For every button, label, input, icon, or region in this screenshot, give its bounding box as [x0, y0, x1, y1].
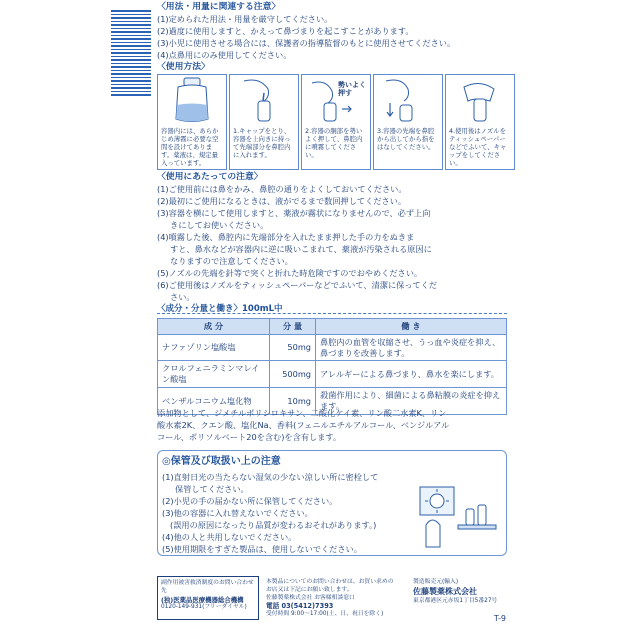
ingredient-amount: 500mg — [270, 361, 316, 388]
insert-nozzle-illustration — [230, 75, 298, 125]
document-code: T-9 — [493, 614, 506, 623]
inquiry-hours: 受付時間 9:00〜17:00(土、日、祝日を除く) — [266, 611, 384, 618]
use-caution-line: (6)ご使用後はノズルをティッシュペーパーなどでふいて、清潔に保ってくだ — [157, 280, 438, 290]
use-caution-line: さい。 — [170, 292, 195, 302]
wipe-illustration — [446, 75, 514, 125]
usage-panel-caption: 容器内には、あらかじめ薄霧に必要な空間を設けてあります。薬液は、規定量入っています。 — [161, 127, 219, 167]
manufacturer-label: 製造販売元(輸入) — [413, 579, 459, 585]
storage-line: 保管してください。 — [175, 484, 249, 494]
ingredients-rule — [157, 313, 507, 314]
storage-line: (3)他の容器に入れ替えないでください。 — [162, 508, 313, 518]
table-row — [158, 361, 507, 388]
ingredient-name: クロルフェニラミンマレイン酸塩 — [158, 361, 270, 388]
storage-line: (2)小児の手の届かない所に保管してください。 — [162, 496, 338, 506]
relief-contact-name: (独)医薬品医療機器総合機構 — [161, 595, 244, 604]
additives-line: 酸水素2K、クエン酸、塩化Na、香料(フェニルエチルアルコール、ベンジルアル — [157, 420, 450, 430]
usage-panel — [157, 74, 227, 170]
usage-panel — [301, 74, 371, 170]
storage-line: (1)直射日光の当たらない湿気の少ない涼しい所に密栓して — [162, 472, 379, 482]
ingredient-name: ベンザルコニウム塩化物 — [158, 388, 270, 415]
storage-line: (5)使用期限をすぎた製品は、使用しないでください。 — [162, 544, 362, 554]
usage-caution-item: (2)過度に使用しますと、かえって鼻づまりを起こすことがあります。 — [157, 26, 414, 36]
use-caution-line: (5)ノズルの先端を針等で突くと折れた時危険ですのでおやめください。 — [157, 268, 423, 278]
bottle-illustration — [158, 75, 226, 125]
usage-panel — [373, 74, 443, 170]
usage-caution-item: (1)定められた用法・用量を厳守してください。 — [157, 14, 333, 24]
how-to-use-heading: 〈使用方法〉 — [157, 62, 210, 72]
inquiry-contact — [263, 576, 397, 620]
usage-panel-caption: 4.使用後はノズルをティッシュペーパーなどでふいて、キャップをしてください。 — [449, 127, 507, 167]
manufacturer-address: 東京都港区元赤坂1丁目5番27号 — [413, 597, 498, 604]
relief-system-contact — [157, 576, 259, 620]
storage-illustration — [418, 485, 498, 551]
withdraw-illustration — [374, 75, 442, 125]
usage-caution-item: (4)点鼻用にのみ使用してください。 — [157, 50, 292, 60]
spray-illustration — [302, 75, 370, 125]
additives-line: 添加物として、ジメチルポリシロキサン、二酸化ケイ素、リン酸二水素K、リン — [157, 408, 447, 418]
additives-line: コール、ポリソルベート20を含む)を含有します。 — [157, 432, 342, 442]
relief-contact-line: 副作用被害救済制度のお問い合わせ先 — [161, 580, 254, 594]
use-caution-line: きにしてお使いください。 — [170, 220, 269, 230]
inquiry-line: 本製品についてのお問い合わせは、お買い求めのお店又は下記にお願い致します。 — [266, 579, 394, 593]
ingredient-amount: 10mg — [270, 388, 316, 415]
manufacturer-info — [410, 576, 507, 620]
ingredient-effect: 殺菌作用により、細菌による鼻粘膜の炎症を抑えます。 — [316, 388, 507, 415]
storage-heading: ◎保管及び取扱い上の注意 — [162, 456, 281, 467]
ingredients-table — [157, 318, 507, 415]
ingredients-heading: 〈成分・分量と働き〉100mL中 — [157, 304, 283, 314]
manufacturer-name: 佐藤製薬株式会社 — [413, 586, 477, 596]
storage-line: (4)他の人と共用しないでください。 — [162, 532, 297, 542]
use-caution-heading: 〈使用にあたっての注意〉 — [157, 172, 263, 182]
push-label: 勢いよく押す — [338, 81, 366, 98]
ingredient-effect: 鼻腔内の血管を収縮させ、うっ血や炎症を抑え、鼻づまりを改善します。 — [316, 334, 507, 361]
use-caution-line: すと、鼻水などが容器内に逆に吸いこまれて、薬液が汚染される原因に — [170, 244, 432, 254]
use-caution-line: (4)噴霧した後、鼻腔内に先端部分を入れたまま押した手の力をぬきま — [157, 232, 415, 242]
table-row — [158, 334, 507, 361]
column-header: 働 き — [316, 319, 507, 335]
table-header-row — [158, 319, 507, 335]
column-header: 分 量 — [270, 319, 316, 335]
how-to-use-panels — [157, 74, 507, 170]
use-caution-line: なりますので注意してください。 — [170, 256, 293, 266]
usage-panel-caption: 2.容器の胴部を勢いよく押して、鼻腔内に噴霧してください。 — [305, 127, 363, 159]
inquiry-line: 佐藤製薬株式会社 お客様相談窓口 — [266, 594, 355, 601]
column-header: 成 分 — [158, 319, 270, 335]
ingredient-effect: アレルギーによる鼻づまり、鼻水を楽にします。 — [316, 361, 507, 388]
use-caution-line: (1)ご使用前には鼻をかみ、鼻腔の通りをよくしておいてください。 — [157, 184, 407, 194]
use-caution-line: (2)最初にご使用になるときは、液がでるまで数回押してください。 — [157, 196, 407, 206]
inquiry-phone: 電話 03(5412)7393 — [266, 602, 334, 611]
use-caution-line: (3)容器を横にして使用しますと、薬液が霧状になりませんので、必ず上向 — [157, 208, 431, 218]
usage-panel — [445, 74, 515, 170]
usage-panel-caption: 3.容器の先端を鼻腔から出してから指をはなしてください。 — [377, 127, 435, 151]
ingredient-name: ナファゾリン塩酸塩 — [158, 334, 270, 361]
side-barcode — [111, 10, 151, 98]
ingredient-amount: 50mg — [270, 334, 316, 361]
relief-contact-phone: 0120-149-931(フリーダイヤル) — [161, 604, 247, 611]
storage-line: (誤用の原因になったり品質が変わるおそれがあります。) — [170, 520, 377, 530]
usage-caution-item: (3)小児に使用させる場合には、保護者の指導監督のもとに使用させてください。 — [157, 38, 456, 48]
usage-caution-heading: 〈用法・用量に関連する注意〉 — [157, 2, 281, 12]
usage-panel-caption: 1.キャップをとり、容器を上向きに持って先端部分を鼻腔内に入れます。 — [233, 127, 291, 159]
usage-panel — [229, 74, 299, 170]
